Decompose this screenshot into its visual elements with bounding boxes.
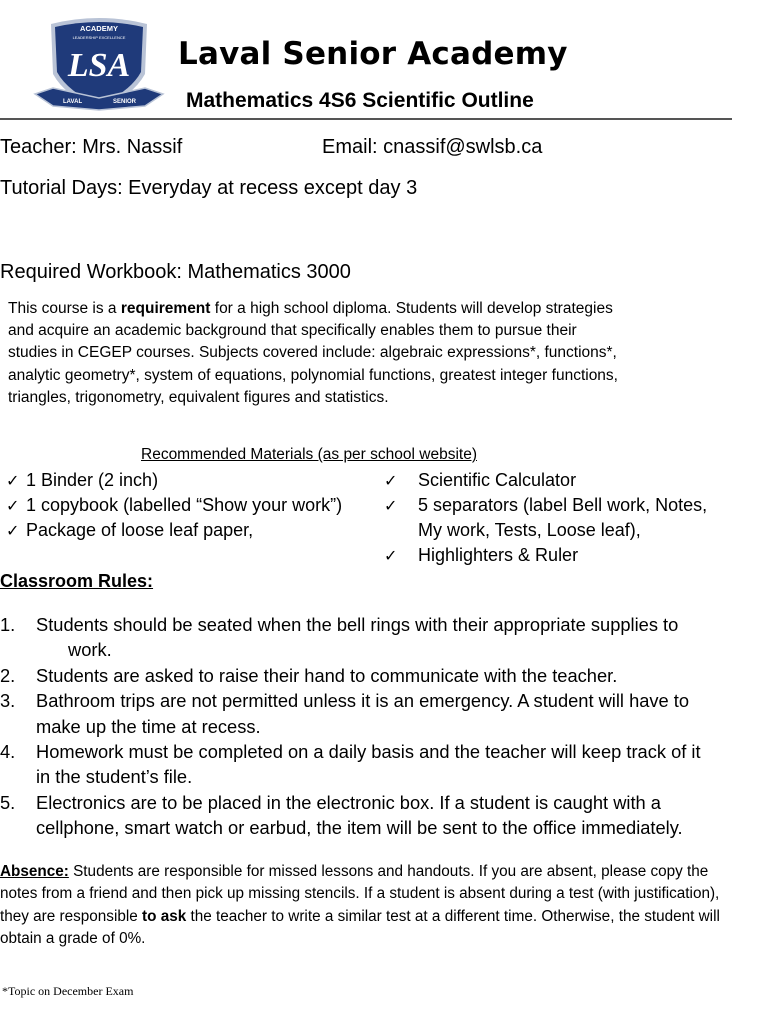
rule-item: [0, 790, 730, 841]
logo-sub-text: LEADERSHIP EXCELLENCE: [72, 35, 126, 40]
absence-policy: [0, 861, 720, 950]
school-logo: [33, 14, 165, 114]
logo-arc-text: ACADEMY: [80, 24, 118, 33]
header-divider: [0, 118, 732, 120]
rule-text: Students are asked to raise their hand to communicate with the teacher.: [36, 664, 618, 686]
rule-text-continued: make up the time at recess.: [36, 715, 261, 737]
absence-text: Students are responsible for missed lessons and handouts. If you are absent, please copy the notes from a friend and then pick up missing stencils. If a student is absent during a test (with justification), they are responsible: [0, 863, 720, 925]
rules-list: [0, 612, 730, 841]
absence-label: Absence:: [0, 863, 69, 880]
teacher-name: Teacher: Mrs. Nassif: [0, 136, 183, 158]
material-item: [6, 518, 253, 544]
footnote: *Topic on December Exam: [2, 984, 134, 998]
material-label: Highlighters & Ruler: [418, 545, 579, 565]
school-name: Laval Senior Academy: [178, 36, 568, 72]
check-icon: ✓: [6, 473, 20, 490]
rule-number: 2.: [0, 664, 16, 686]
material-item: [6, 493, 342, 519]
rule-text: Homework must be completed on a daily basis and the teacher will keep track of it: [36, 741, 701, 763]
absence-emphasis: to ask: [142, 907, 187, 925]
rules-heading: Classroom Rules:: [0, 571, 154, 591]
check-icon: ✓: [384, 473, 398, 490]
rule-text-continued: cellphone, smart watch or earbud, the item will be sent to the office immediately.: [36, 817, 683, 839]
check-icon: ✓: [6, 498, 20, 515]
rule-number: 4.: [0, 741, 16, 763]
rule-text: Students should be seated when the bell rings with their appropriate supplies to: [36, 614, 679, 635]
rule-text-continued: work.: [68, 639, 112, 661]
rule-item: [0, 739, 730, 790]
logo-ribbon-right: SENIOR: [113, 99, 137, 105]
rule-text: Bathroom trips are not permitted unless it is an emergency. A student will have to: [36, 690, 690, 712]
rule-number: 1.: [0, 614, 16, 635]
material-item: [6, 468, 158, 494]
description-text-start: This course is a: [8, 300, 121, 317]
materials-title: Recommended Materials (as per school website): [141, 446, 477, 463]
material-label: 5 separators (label Bell work, Notes,: [418, 495, 708, 515]
check-icon: ✓: [6, 523, 20, 540]
check-icon: ✓: [384, 498, 398, 515]
material-label: Package of loose leaf paper,: [26, 520, 254, 540]
tutorial-days: Tutorial Days: Everyday at recess except day 3: [0, 177, 418, 199]
description-text-rest: for a high school diploma. Students will develop strategies and acquire an academic background that specifically enables them to pursue their studies in CEGEP courses. Subjects covered include: algebraic expressions*, functions*, analytic geometry*, system of equations, polynomial functions, greatest integer functions, triangles, trigonometry, equivalent figures and statistics.: [8, 300, 618, 406]
material-item: [384, 543, 578, 569]
material-label: Scientific Calculator: [418, 470, 577, 490]
rule-number: 3.: [0, 690, 16, 712]
material-label: 1 copybook (labelled “Show your work”): [26, 495, 343, 515]
description-emphasis: requirement: [120, 300, 211, 317]
course-title: Mathematics 4S6 Scientific Outline: [186, 89, 534, 112]
rule-number: 5.: [0, 791, 16, 813]
absence-text-end: the teacher to write a similar test at a different time. Otherwise, the student will obtain a grade of 0%.: [0, 907, 720, 947]
rule-item: [0, 663, 730, 688]
teacher-email[interactable]: Email: cnassif@swlsb.ca: [322, 136, 543, 158]
material-label: 1 Binder (2 inch): [26, 470, 159, 490]
logo-ribbon-left: LAVAL: [63, 99, 83, 105]
course-description: [8, 298, 618, 409]
rule-text: Electronics are to be placed in the electronic box. If a student is caught with a: [36, 791, 661, 813]
rule-text-continued: in the student’s file.: [36, 766, 193, 788]
material-item: [384, 493, 707, 519]
material-item: [384, 468, 576, 494]
rule-item: [0, 688, 730, 739]
material-item-continued: My work, Tests, Loose leaf),: [418, 520, 641, 540]
rule-item: [0, 612, 730, 663]
logo-monogram: LSA: [67, 47, 131, 84]
check-icon: ✓: [384, 548, 398, 565]
required-workbook: Required Workbook: Mathematics 3000: [0, 261, 351, 283]
